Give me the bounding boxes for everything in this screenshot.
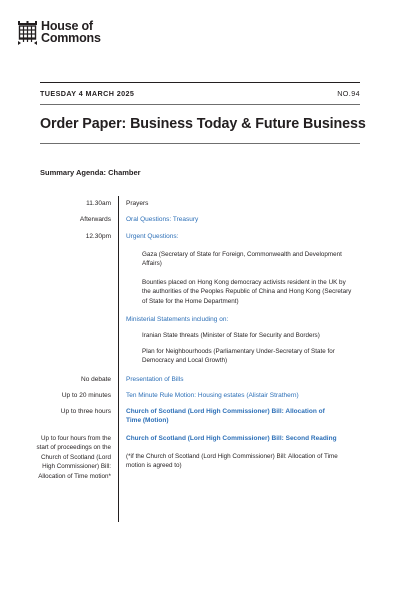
- allocation-line-1: Church of Scotland (Lord High Commissioner) Bill: Allocation of: [126, 408, 325, 415]
- page-title: Order Paper: Business Today & Future Business: [40, 116, 366, 132]
- agenda-time: Up to 20 minutes: [61, 392, 111, 399]
- agenda-link-urgent-questions[interactable]: Urgent Questions:: [126, 233, 179, 240]
- agenda-time: Afterwards: [79, 216, 111, 223]
- agenda-footnote: (*if the Church of Scotland (Lord High Commissioner) Bill: Allocation of Time motion is agreed to): [126, 453, 338, 470]
- agenda-item-prayers: Prayers: [126, 200, 149, 207]
- agenda-time: 12.30pm: [85, 233, 111, 240]
- agenda-link-ministerial-statements[interactable]: Ministerial Statements including on:: [126, 316, 229, 323]
- urgent-question-item: Gaza (Secretary of State for Foreign, Commonwealth and Development Affairs): [142, 251, 342, 268]
- agenda-link-oral-questions[interactable]: Oral Questions: Treasury: [126, 216, 199, 223]
- agenda-link-ten-minute-rule[interactable]: Ten Minute Rule Motion: Housing estates (Alistair Strathern): [126, 392, 299, 399]
- agenda-link-allocation-of-time[interactable]: [126, 407, 325, 425]
- logo-wordmark: [41, 20, 101, 44]
- issue-number: NO.94: [337, 89, 360, 98]
- agenda-time: 11.30am: [86, 200, 111, 207]
- agenda-time: Up to three hours: [60, 408, 111, 415]
- logo-line-1: House of: [41, 19, 93, 33]
- header-rule-top: [40, 82, 360, 83]
- title-rule: [40, 143, 360, 144]
- ministerial-statement-item: Plan for Neighbourhoods (Parliamentary Under-Secretary of State for Democracy and Local Growth): [142, 348, 335, 365]
- header-rule-middle: [40, 104, 360, 105]
- date-line: TUESDAY 4 MARCH 2025: [40, 89, 135, 98]
- summary-agenda-heading: Summary Agenda: Chamber: [40, 168, 141, 177]
- agenda-divider: [118, 196, 119, 522]
- allocation-line-2: Time (Motion): [126, 417, 169, 424]
- portcullis-icon: [18, 21, 37, 45]
- agenda-time-four-hours: Up to four hours from the start of proceedings on the Church of Scotland (Lord High Commissioner) Bill: Allocation of Time motion*: [36, 435, 111, 480]
- agenda-link-presentation-of-bills[interactable]: Presentation of Bills: [126, 376, 184, 383]
- agenda-link-second-reading[interactable]: Church of Scotland (Lord High Commissioner) Bill: Second Reading: [126, 435, 337, 442]
- urgent-question-item: Bounties placed on Hong Kong democracy activists resident in the UK by the authorities of the Peoples Republic of China and Hong Kong (Secretary of State for the Home Department): [142, 279, 352, 305]
- house-of-commons-logo: [18, 20, 101, 45]
- logo-line-2: Commons: [41, 31, 101, 45]
- agenda-time: No debate: [81, 376, 111, 383]
- ministerial-statement-item: Iranian State threats (Minister of State for Security and Borders): [142, 332, 320, 339]
